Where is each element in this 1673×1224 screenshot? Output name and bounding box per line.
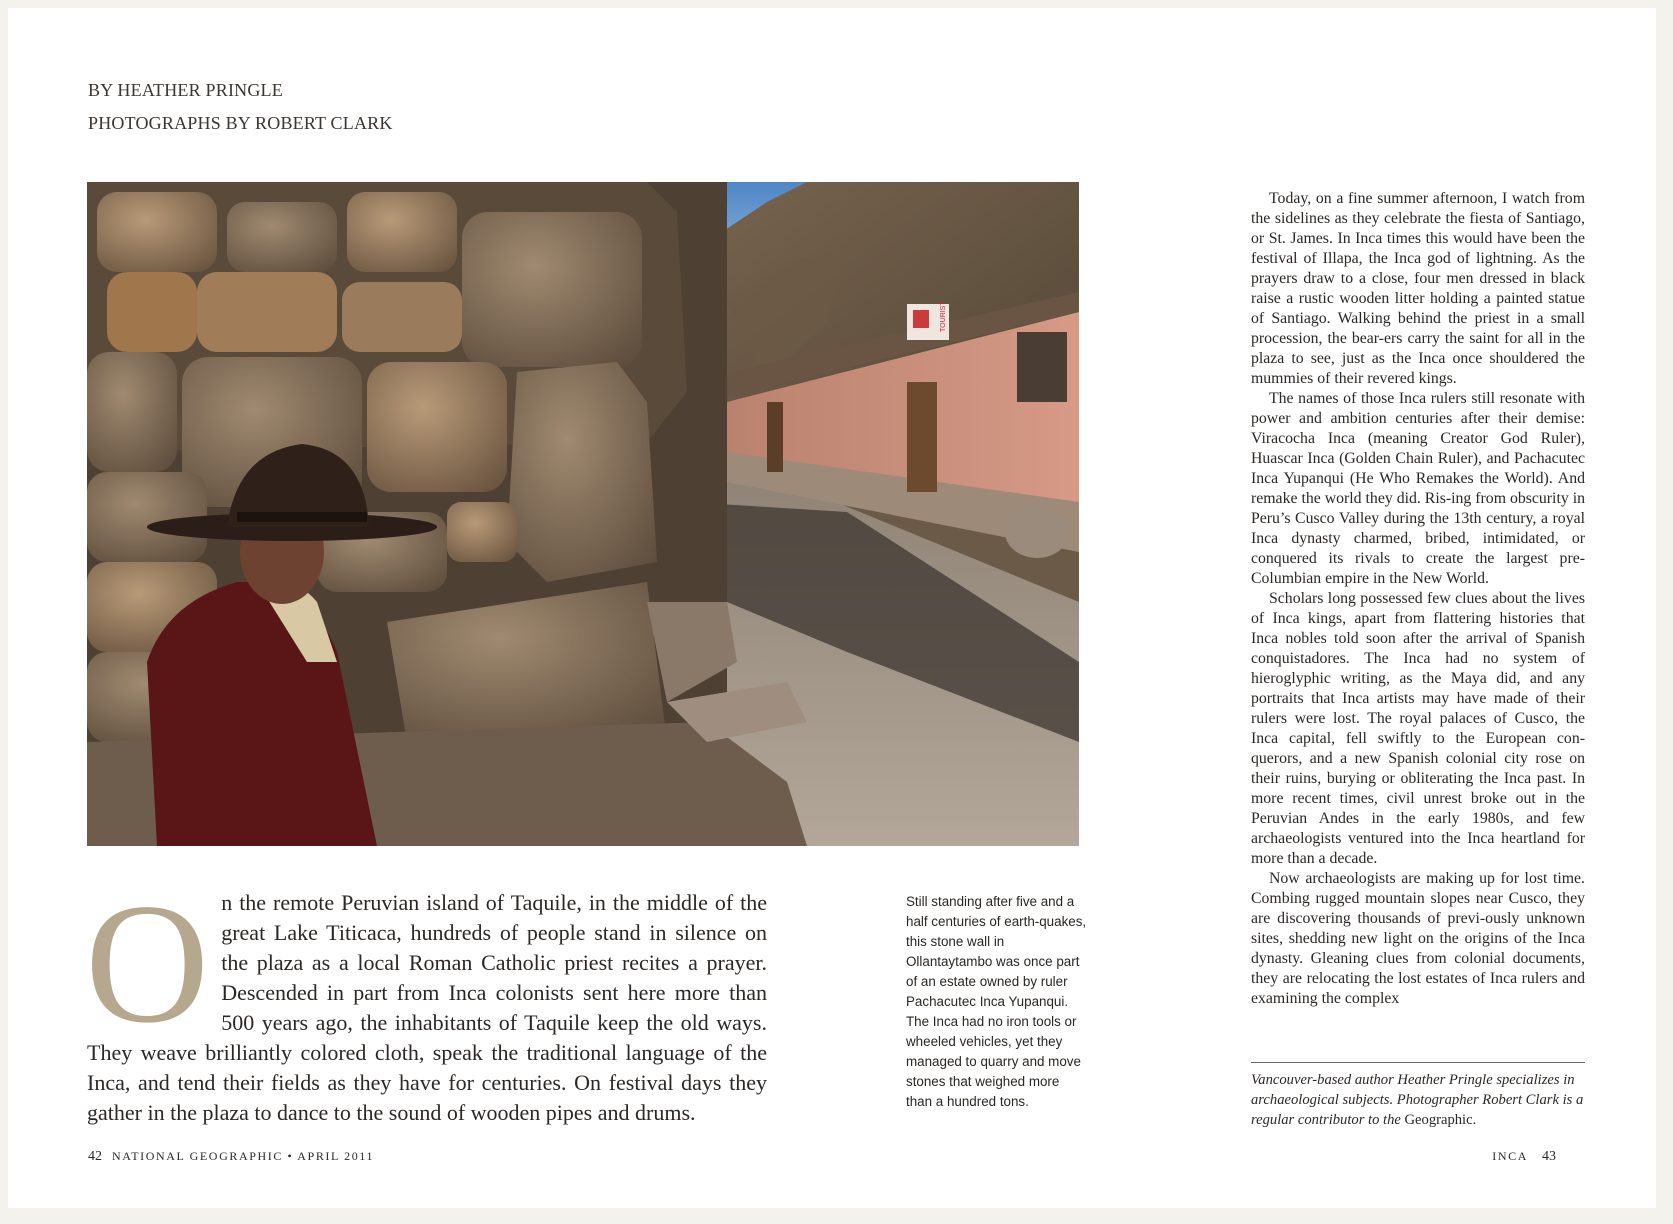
magazine-spread xyxy=(8,8,1656,1208)
body-paragraph: Today, on a fine summer afternoon, I watch from the sidelines as they celebrate the fiesta of Santiago, or St. James. In Inca times this would have been the festival of Illapa, the Inca god of lightning. As the prayers draw to a close, four men dressed in black raise a rustic wooden litter holding a painted statue of Santiago. Walking behind the priest in a small procession, the bear-ers carry the saint for all in the plaza to see, just as the Inca once shouldered the mummies of their revered kings. xyxy=(1251,190,1585,387)
body-paragraph: Scholars long possessed few clues about the lives of Inca kings, apart from flattering histories that Inca nobles told soon after the arrival of Spanish conquistadores. The Inca had no system of hieroglyphic writing, as the Maya did, and any portraits that Inca artists may have made of their rulers were lost. The royal palaces of Cusco, the Inca capital, fell swiftly to the European con-querors, and a new Spanish colonial city rose on their ruins, burying or obliterating the Inca past. In more recent times, civil unrest broke out in the Peruvian Andes in the early 1980s, and few archaeologists ventured into the Inca heartland for more than a decade. xyxy=(1251,590,1585,867)
tourist-sign-text: TOURIST xyxy=(940,301,947,332)
stone-wall-photo xyxy=(87,182,1079,846)
dropcap: O xyxy=(85,869,210,1059)
magazine-name: Geographic. xyxy=(1404,1112,1477,1128)
bio-divider xyxy=(1251,1062,1585,1063)
left-page-number: 42 xyxy=(88,1149,102,1164)
photo-caption: Still standing after five and a half centuries of earth-quakes, this stone wall in Ollantaytambo was once part of an estate owned by ruler Pachacutec Inca Yupanqui. The Inca had no iron tools or wheeled vehicles, yet they managed to quarry and move stones that weighed more than a hundred tons. xyxy=(906,894,1087,1109)
body-paragraph: The names of those Inca rulers still resonate with power and ambition centuries after their demise: Viracocha Inca (meaning Creator God Ruler), Huascar Inca (Golden Chain Ruler), and Pachacutec Inca Yupanqui (He Who Remakes the World). And remake the world they did. Ris-ing from obscurity in Peru’s Cusco Valley during the 13th century, a royal Inca dynasty charmed, bribed, intimidated, or conquered its rivals to create the largest pre-Columbian empire in the New World. xyxy=(1251,390,1585,587)
bio-text: Vancouver-based author Heather Pringle specializes in archaeological subjects. Photographer Robert Clark is a regular contributor to the xyxy=(1251,1072,1584,1128)
left-folio xyxy=(88,1149,374,1165)
lede-paragraph xyxy=(85,869,767,1128)
right-page-number: 43 xyxy=(1542,1149,1556,1164)
author-byline: BY HEATHER PRINGLE xyxy=(88,80,283,100)
photographer-byline: PHOTOGRAPHS BY ROBERT CLARK xyxy=(88,113,393,133)
article-column xyxy=(1251,189,1585,1009)
left-running-head: NATIONAL GEOGRAPHIC • APRIL 2011 xyxy=(112,1149,375,1163)
contributor-bio xyxy=(1251,1070,1585,1130)
body-paragraph: Now archaeologists are making up for lost time. Combing rugged mountain slopes near Cusco, they are discovering thousands of previ-ously unknown sites, shedding new light on the origins of the Inca dynasty. Gleaning clues from colonial documents, they are relocating the lost estates of Inca rulers and examining the complex xyxy=(1251,870,1585,1007)
lede-text: n the remote Peruvian island of Taquile, in the middle of the great Lake Titicaca, hundreds of people stand in silence on the plaza as a local Roman Catholic priest recites a prayer. Descended in part from Inca colonists sent here more than 500 years ago, the inhabitants of Taquile keep the old ways. They weave brilliantly colored cloth, speak the traditional language of the Inca, and tend their fields as they have for centuries. On festival days they gather in the plaza to dance to the sound of wooden pipes and drums. xyxy=(87,890,767,1125)
feature-photo xyxy=(87,182,1079,846)
right-running-head: INCA xyxy=(1492,1149,1528,1163)
right-folio xyxy=(1492,1149,1556,1165)
